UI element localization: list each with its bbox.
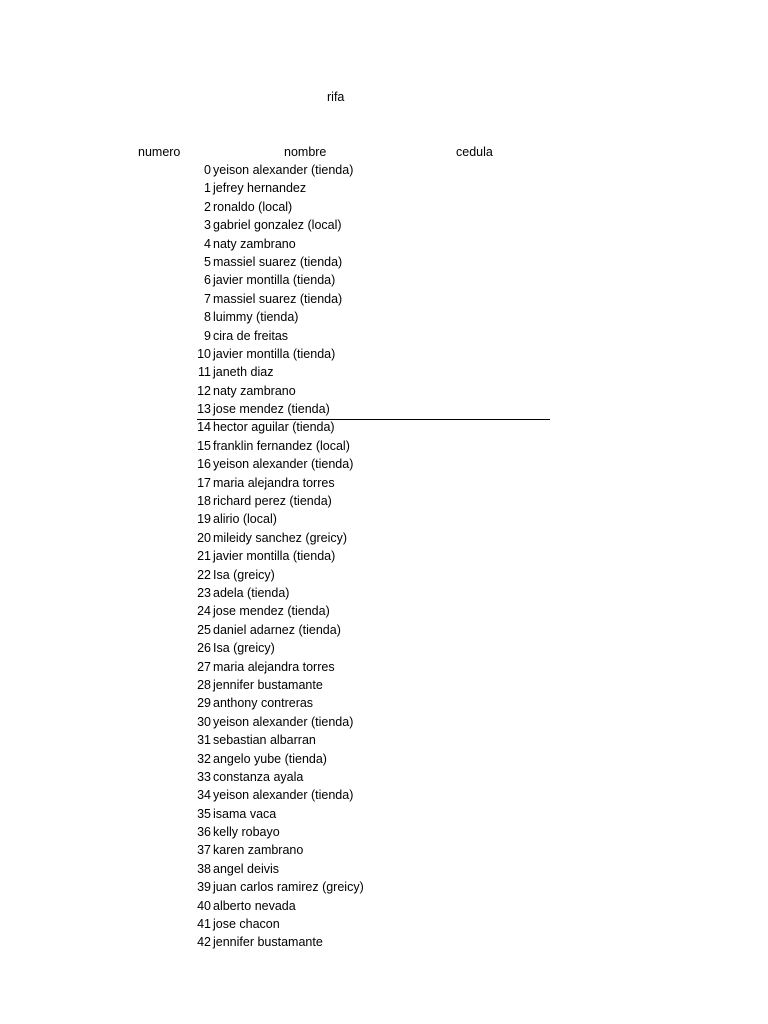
list-item: [150, 639, 364, 657]
row-name: anthony contreras: [213, 696, 314, 711]
row-name: javier montilla (tienda): [213, 549, 336, 564]
row-number: 29: [197, 696, 211, 711]
row-name: luimmy (tienda): [213, 310, 299, 325]
row-name: maria alejandra torres: [213, 475, 335, 490]
list-item: [150, 750, 364, 768]
list-item: [150, 897, 364, 915]
list-item: [150, 437, 364, 455]
list-item: [150, 418, 364, 436]
row-name: mileidy sanchez (greicy): [213, 530, 348, 545]
row-name: javier montilla (tienda): [213, 346, 336, 361]
row-number: 20: [197, 530, 211, 545]
row-number: 26: [197, 641, 211, 656]
row-number: 32: [197, 751, 211, 766]
row-name: gabriel gonzalez (local): [213, 218, 342, 233]
column-header-cedula: cedula: [456, 145, 493, 159]
list-item: [150, 327, 364, 345]
row-number: 40: [197, 898, 211, 913]
row-number: 37: [197, 843, 211, 858]
row-number: 22: [197, 567, 211, 582]
list-item: [150, 492, 364, 510]
row-number: 8: [204, 310, 211, 325]
list-item: [150, 345, 364, 363]
raffle-list: [150, 161, 364, 952]
row-number: 27: [197, 659, 211, 674]
row-name: alberto nevada: [213, 898, 296, 913]
row-name: angel deivis: [213, 861, 280, 876]
row-name: hector aguilar (tienda): [213, 420, 335, 435]
list-item: [150, 658, 364, 676]
row-number: 21: [197, 549, 211, 564]
list-item: [150, 602, 364, 620]
row-name: franklin fernandez (local): [213, 438, 350, 453]
separator-line: [197, 419, 550, 420]
row-name: alirio (local): [213, 512, 277, 527]
list-item: [150, 676, 364, 694]
row-number: 19: [197, 512, 211, 527]
list-item: [150, 253, 364, 271]
list-item: [150, 805, 364, 823]
row-name: cira de freitas: [213, 328, 289, 343]
row-number: 3: [204, 218, 211, 233]
row-number: 42: [197, 935, 211, 950]
row-number: 41: [197, 917, 211, 932]
list-item: [150, 455, 364, 473]
row-name: jose mendez (tienda): [213, 604, 330, 619]
list-item: [150, 566, 364, 584]
row-name: massiel suarez (tienda): [213, 291, 343, 306]
row-number: 0: [204, 163, 211, 177]
row-number: 15: [197, 438, 211, 453]
row-name: maria alejandra torres: [213, 659, 335, 674]
row-name: karen zambrano: [213, 843, 304, 858]
list-item: [150, 510, 364, 528]
row-number: 2: [204, 199, 211, 214]
row-number: 1: [204, 181, 211, 196]
row-name: naty zambrano: [213, 236, 296, 251]
list-item: [150, 216, 364, 234]
row-number: 30: [197, 714, 211, 729]
list-item: [150, 584, 364, 602]
row-name: daniel adarnez (tienda): [213, 622, 341, 637]
row-name: janeth diaz: [213, 365, 274, 380]
list-item: [150, 198, 364, 216]
list-item: [150, 161, 364, 179]
row-name: jennifer bustamante: [213, 677, 323, 692]
row-name: yeison alexander (tienda): [213, 714, 354, 729]
column-header-numero: numero: [138, 145, 181, 159]
list-item: [150, 933, 364, 951]
row-name: jose chacon: [213, 917, 280, 932]
document-title: rifa: [327, 90, 345, 104]
row-name: kelly robayo: [213, 825, 280, 840]
row-name: naty zambrano: [213, 383, 296, 398]
row-number: 6: [204, 273, 211, 288]
row-number: 35: [197, 806, 211, 821]
list-item: [150, 786, 364, 804]
row-number: 5: [204, 254, 211, 269]
list-item: [150, 400, 364, 418]
list-item: [150, 823, 364, 841]
row-name: constanza ayala: [213, 769, 304, 784]
list-item: [150, 382, 364, 400]
list-item: [150, 290, 364, 308]
row-number: 16: [197, 457, 211, 472]
list-item: [150, 878, 364, 896]
row-number: 13: [197, 402, 211, 417]
list-item: [150, 547, 364, 565]
column-header-nombre: nombre: [284, 145, 327, 159]
list-item: [150, 363, 364, 381]
list-item: [150, 860, 364, 878]
list-item: [150, 621, 364, 639]
list-item: [150, 694, 364, 712]
list-item: [150, 235, 364, 253]
row-number: 25: [197, 622, 211, 637]
list-item: [150, 179, 364, 197]
row-number: 36: [197, 825, 211, 840]
row-name: Isa (greicy): [213, 567, 275, 582]
list-item: [150, 768, 364, 786]
row-number: 9: [204, 328, 211, 343]
row-number: 18: [197, 494, 211, 509]
row-name: sebastian albarran: [213, 733, 316, 748]
row-name: yeison alexander (tienda): [213, 163, 354, 177]
row-number: 17: [197, 475, 211, 490]
row-name: massiel suarez (tienda): [213, 254, 343, 269]
row-number: 10: [197, 346, 211, 361]
row-number: 39: [197, 880, 211, 895]
row-number: 28: [197, 677, 211, 692]
row-name: yeison alexander (tienda): [213, 457, 354, 472]
row-name: ronaldo (local): [213, 199, 293, 214]
row-number: 34: [197, 788, 211, 803]
row-name: javier montilla (tienda): [213, 273, 336, 288]
row-number: 38: [197, 861, 211, 876]
row-number: 11: [198, 365, 211, 380]
row-number: 23: [197, 585, 211, 600]
row-name: juan carlos ramirez (greicy): [213, 880, 364, 895]
row-name: richard perez (tienda): [213, 494, 332, 509]
list-item: [150, 474, 364, 492]
row-number: 24: [197, 604, 211, 619]
row-name: angelo yube (tienda): [213, 751, 327, 766]
row-name: yeison alexander (tienda): [213, 788, 354, 803]
row-name: jennifer bustamante: [213, 935, 323, 950]
row-number: 14: [197, 420, 211, 435]
row-number: 33: [197, 769, 211, 784]
row-number: 31: [197, 733, 211, 748]
row-name: adela (tienda): [213, 585, 290, 600]
row-name: Isa (greicy): [213, 641, 275, 656]
list-item: [150, 731, 364, 749]
list-item: [150, 841, 364, 859]
row-number: 4: [204, 236, 211, 251]
row-number: 12: [197, 383, 211, 398]
list-item: [150, 713, 364, 731]
list-item: [150, 915, 364, 933]
row-number: 7: [204, 291, 211, 306]
row-name: jefrey hernandez: [213, 181, 307, 196]
list-item: [150, 529, 364, 547]
list-item: [150, 271, 364, 289]
list-item: [150, 308, 364, 326]
row-name: isama vaca: [213, 806, 277, 821]
row-name: jose mendez (tienda): [213, 402, 330, 417]
